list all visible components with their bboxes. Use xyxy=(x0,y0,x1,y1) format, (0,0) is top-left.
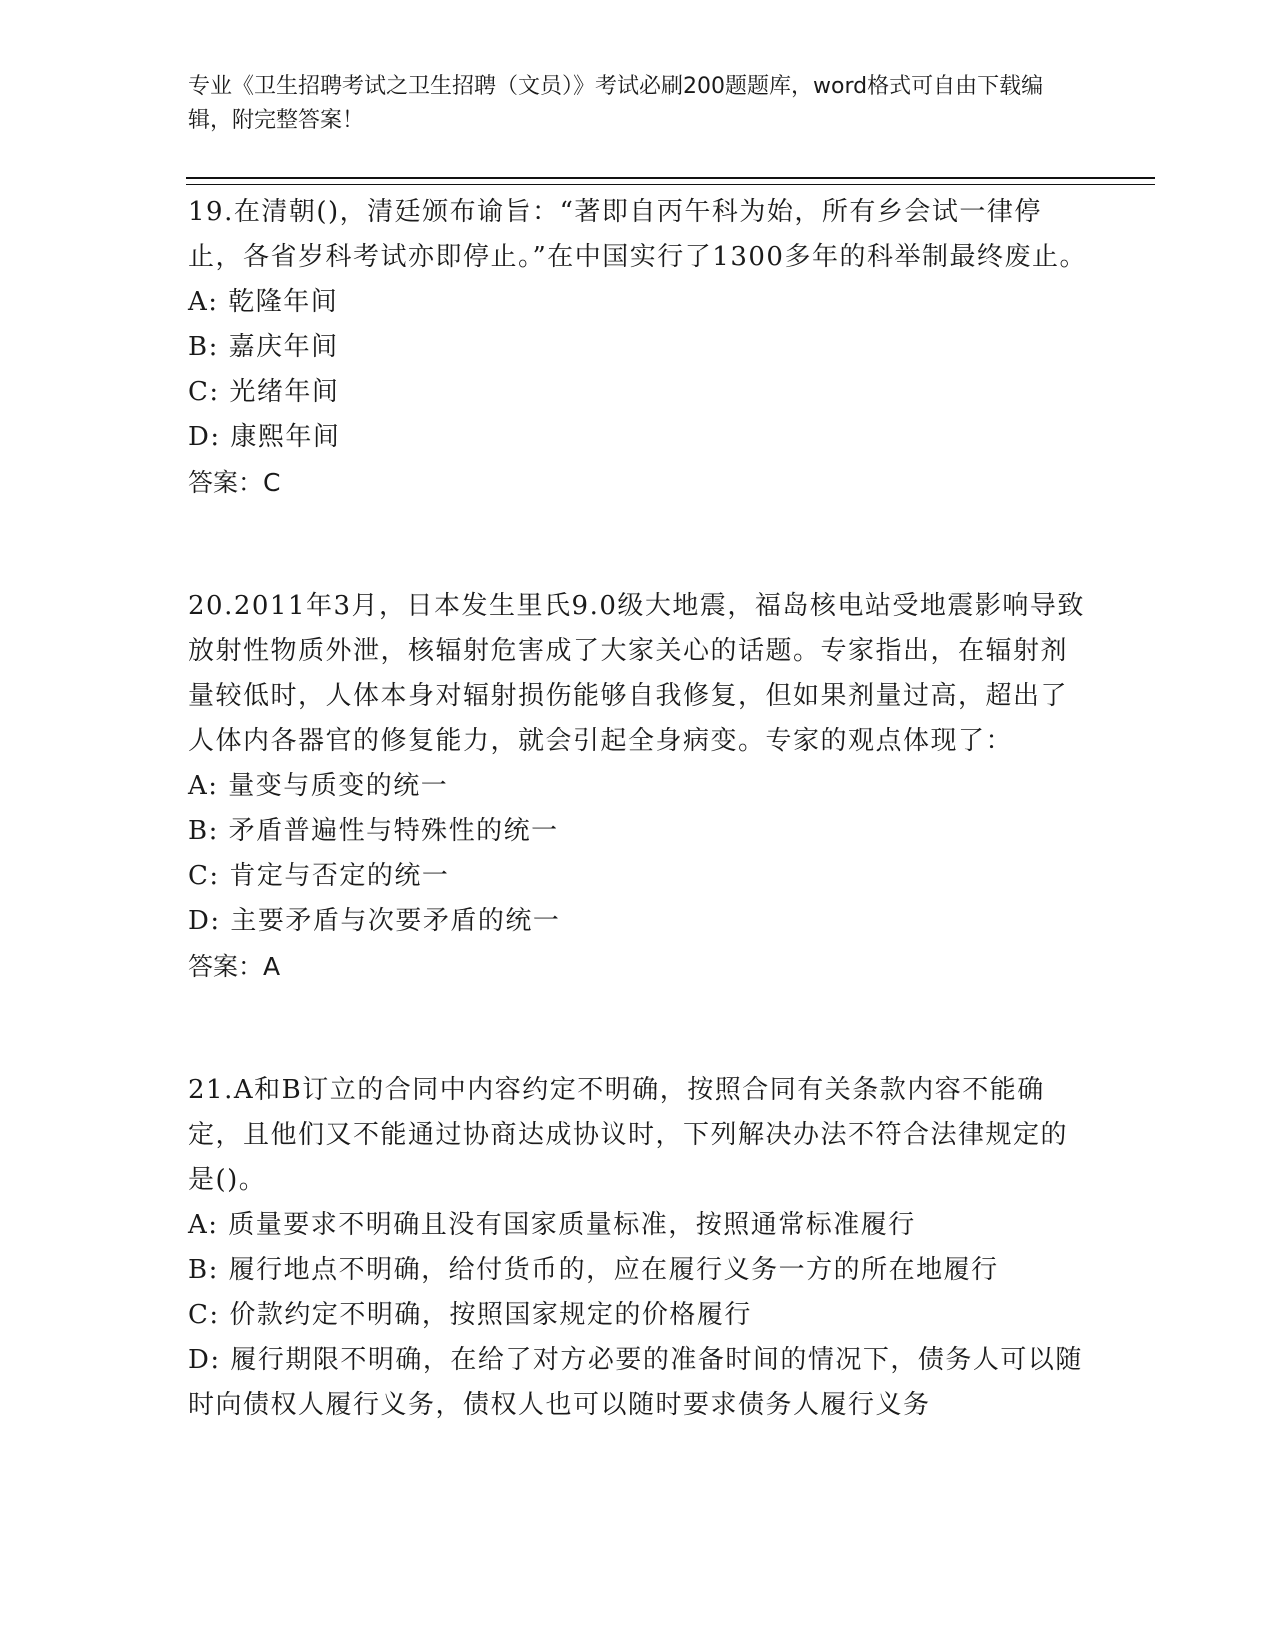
option-c: C: 肯定与否定的统一 xyxy=(188,861,450,891)
option-a: A: 质量要求不明确且没有国家质量标准，按照通常标准履行 xyxy=(188,1210,916,1240)
option-b: B: 嘉庆年间 xyxy=(188,332,339,362)
answer-label: 答案：C xyxy=(188,468,281,497)
option-b: B: 履行地点不明确，给付货币的，应在履行义务一方的所在地履行 xyxy=(188,1255,999,1285)
question-21 xyxy=(188,1068,1088,1428)
option-c: C: 光绪年间 xyxy=(188,377,340,407)
option-d: D: 康熙年间 xyxy=(188,422,341,452)
question-stem: 20.2011年3月，日本发生里氏9.0级大地震，福岛核电站受地震影响导致放射性物质外泄，核辐射危害成了大家关心的话题。专家指出，在辐射剂量较低时，人体本身对辐射损伤能够自我修复，但如果剂量过高，超出了人体内各器官的修复能力，就会引起全身病变。专家的观点体现了： xyxy=(188,591,1085,756)
document-header: 专业《卫生招聘考试之卫生招聘（文员）》考试必刷200题题库，word格式可自由下载编辑，附完整答案！ xyxy=(188,74,1044,133)
option-a: A: 量变与质变的统一 xyxy=(188,771,449,801)
answer-label: 答案：A xyxy=(188,952,281,981)
option-d: D: 主要矛盾与次要矛盾的统一 xyxy=(188,906,561,936)
question-stem: 19.在清朝()，清廷颁布谕旨：“著即自丙午科为始，所有乡会试一律停止，各省岁科考试亦即停止。”在中国实行了1300多年的科举制最终废止。 xyxy=(188,197,1087,272)
question-stem: 21.A和B订立的合同中内容约定不明确，按照合同有关条款内容不能确定，且他们又不能通过协商达成协议时，下列解决办法不符合法律规定的是()。 xyxy=(188,1075,1069,1195)
header-divider-thick xyxy=(186,177,1155,179)
option-d: D: 履行期限不明确，在给了对方必要的准备时间的情况下，债务人可以随时向债权人履行义务，债权人也可以随时要求债务人履行义务 xyxy=(188,1345,1083,1420)
option-c: C: 价款约定不明确，按照国家规定的价格履行 xyxy=(188,1300,752,1330)
option-b: B: 矛盾普遍性与特殊性的统一 xyxy=(188,816,559,846)
question-20 xyxy=(188,584,1088,989)
question-19 xyxy=(188,190,1088,505)
header-divider-thin xyxy=(186,184,1155,185)
option-a: A: 乾隆年间 xyxy=(188,287,339,317)
